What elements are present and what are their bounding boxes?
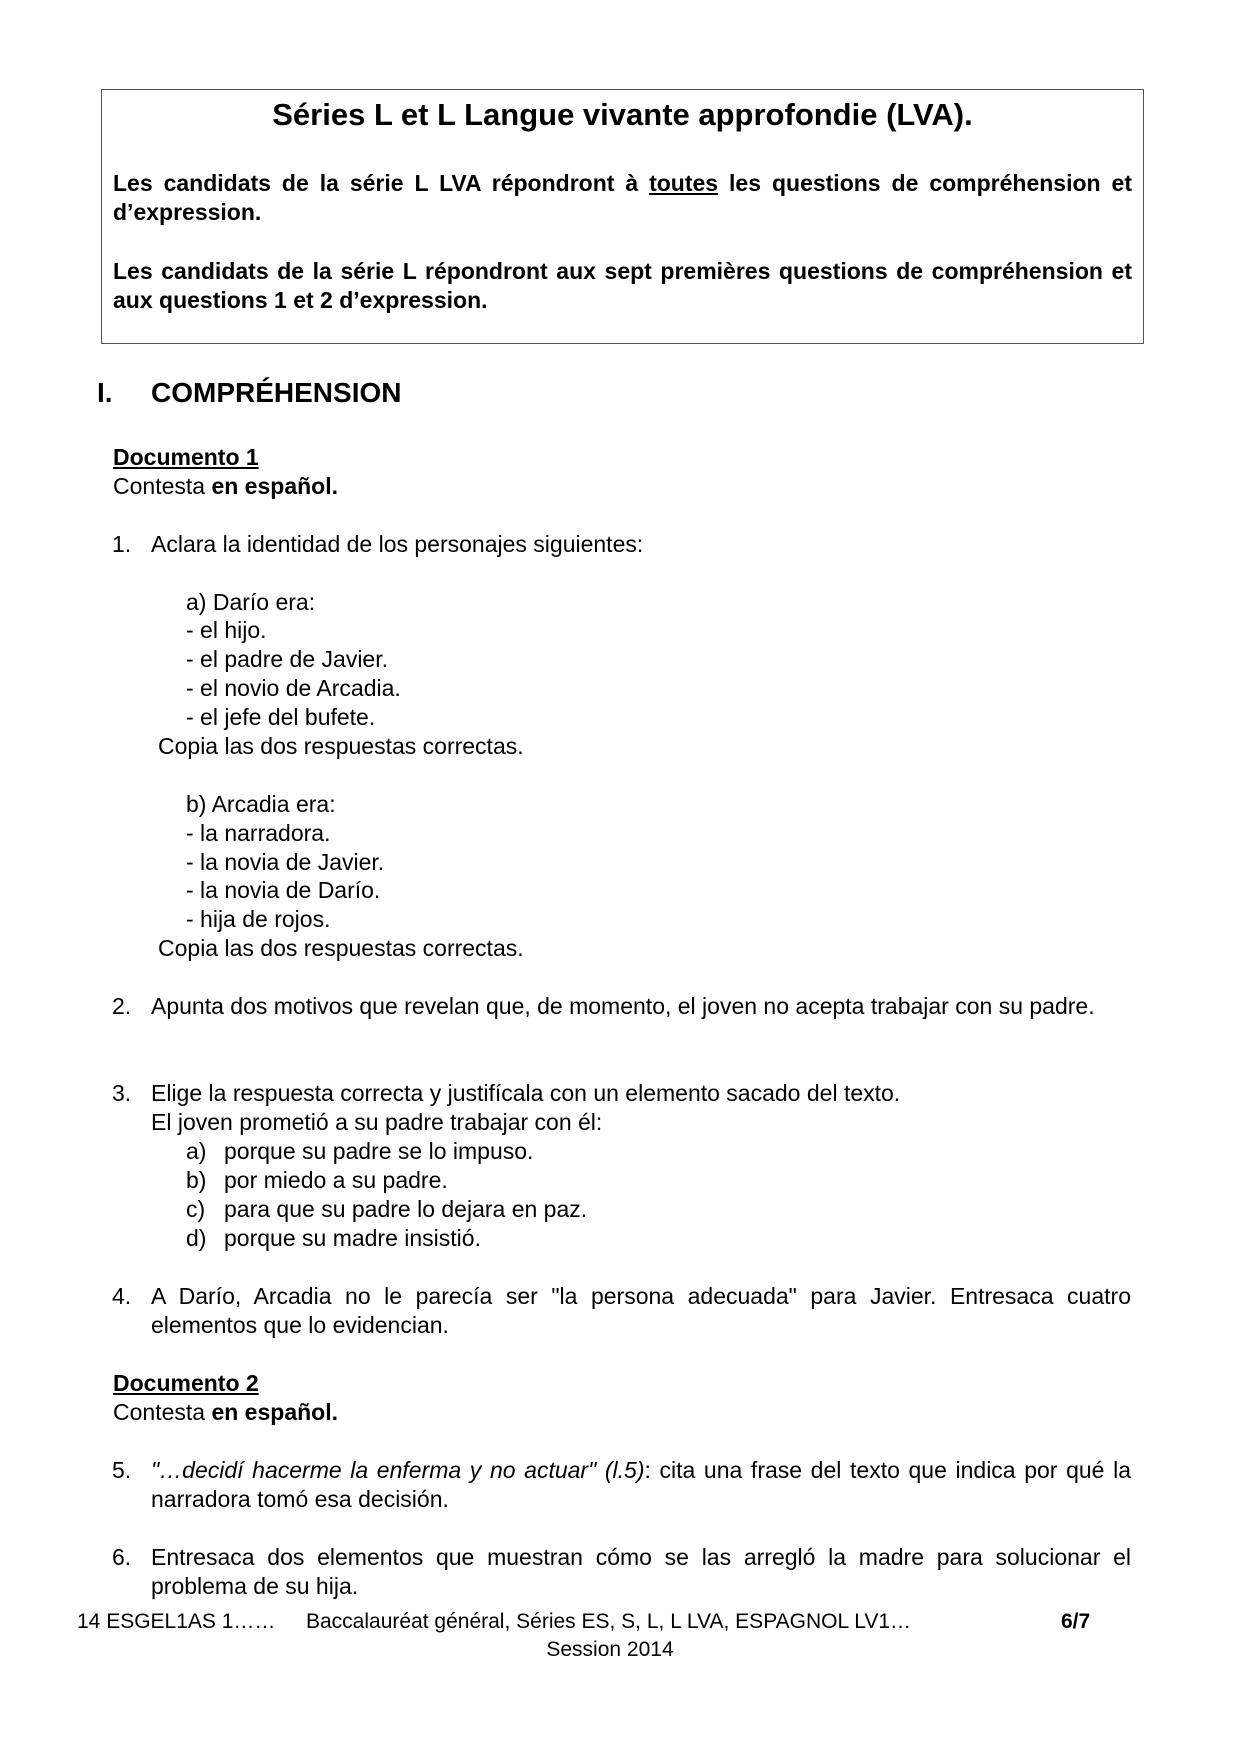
instructions-box [101, 89, 1144, 344]
option-text: porque su madre insistió. [224, 1225, 481, 1251]
box-title: Séries L et L Langue vivante approfondie (LVA). [272, 97, 973, 132]
box-paragraph-1: Les candidats de la série L LVA répondront à toutes les questions de compréhension et d’expression. [113, 170, 1132, 225]
box-paragraph-2: Les candidats de la série L répondront aux sept premières questions de compréhension et aux questions 1 et 2 d’expression. [113, 258, 1132, 313]
underlined-word: toutes [649, 170, 719, 196]
doc1-instruction: Contesta en español. [113, 473, 338, 499]
list-item: - la novia de Javier. [186, 849, 385, 875]
q2-number: 2. [112, 993, 132, 1019]
list-item: - la novia de Darío. [186, 877, 381, 903]
q1-number: 1. [112, 531, 132, 557]
q6-text: Entresaca dos elementos que muestran cómo se las arregló la madre para solucionar el problema de su hija. [151, 1544, 1131, 1599]
q3-line1: Elige la respuesta correcta y justifícala con un elemento sacado del texto. [151, 1080, 901, 1106]
q1b-heading: b) Arcadia era: [186, 791, 336, 817]
footer-session: Session 2014 [546, 1638, 674, 1661]
q5-quote: "…decidí hacerme la enferma y no actuar" (l.5) [151, 1457, 645, 1483]
q5-number: 5. [112, 1457, 132, 1483]
q3-number: 3. [112, 1080, 132, 1106]
q6-number: 6. [112, 1544, 132, 1570]
doc2-instruction: Contesta en español. [113, 1399, 338, 1425]
q2-text: Apunta dos motivos que revelan que, de momento, el joven no acepta trabajar con su padre. [151, 993, 1095, 1019]
q4-text: A Darío, Arcadia no le parecía ser "la persona adecuada" para Javier. Entresaca cuatro elementos que lo evidencian. [151, 1283, 1131, 1338]
q1a-copy-instruction: Copia las dos respuestas correctas. [158, 733, 524, 759]
q3-line2: El joven prometió a su padre trabajar con él: [151, 1109, 603, 1135]
list-item: - hija de rojos. [186, 906, 331, 932]
option-text: por miedo a su padre. [224, 1167, 448, 1193]
footer-exam: Baccalauréat général, Séries ES, S, L, L LVA, ESPAGNOL LV1… [306, 1610, 912, 1633]
q1a-heading: a) Darío era: [186, 589, 316, 615]
section-title: COMPRÉHENSION [151, 377, 402, 408]
list-item: - el hijo. [186, 617, 267, 643]
q1-text: Aclara la identidad de los personajes siguientes: [151, 531, 644, 557]
section-number: I. [97, 377, 113, 408]
page-number: 6/7 [1061, 1610, 1091, 1633]
q1b-copy-instruction: Copia las dos respuestas correctas. [158, 935, 524, 961]
option-letter: a) [186, 1138, 207, 1164]
option-letter: c) [186, 1196, 206, 1222]
option-text: porque su padre se lo impuso. [224, 1138, 534, 1164]
q4-number: 4. [112, 1283, 132, 1309]
doc1-title: Documento 1 [113, 444, 259, 470]
q5-text: "…decidí hacerme la enferma y no actuar" (l.5): cita una frase del texto que indica por qué la narradora tomó esa decisión. [151, 1457, 1131, 1512]
option-letter: b) [186, 1167, 207, 1193]
option-text: para que su padre lo dejara en paz. [224, 1196, 588, 1222]
option-letter: d) [186, 1225, 207, 1251]
list-item: - el jefe del bufete. [186, 704, 376, 730]
doc2-title: Documento 2 [113, 1370, 259, 1396]
list-item: - la narradora. [186, 820, 331, 846]
list-item: - el novio de Arcadia. [186, 675, 401, 701]
list-item: - el padre de Javier. [186, 646, 389, 672]
footer-code: 14 ESGEL1AS 1…… [77, 1610, 276, 1633]
